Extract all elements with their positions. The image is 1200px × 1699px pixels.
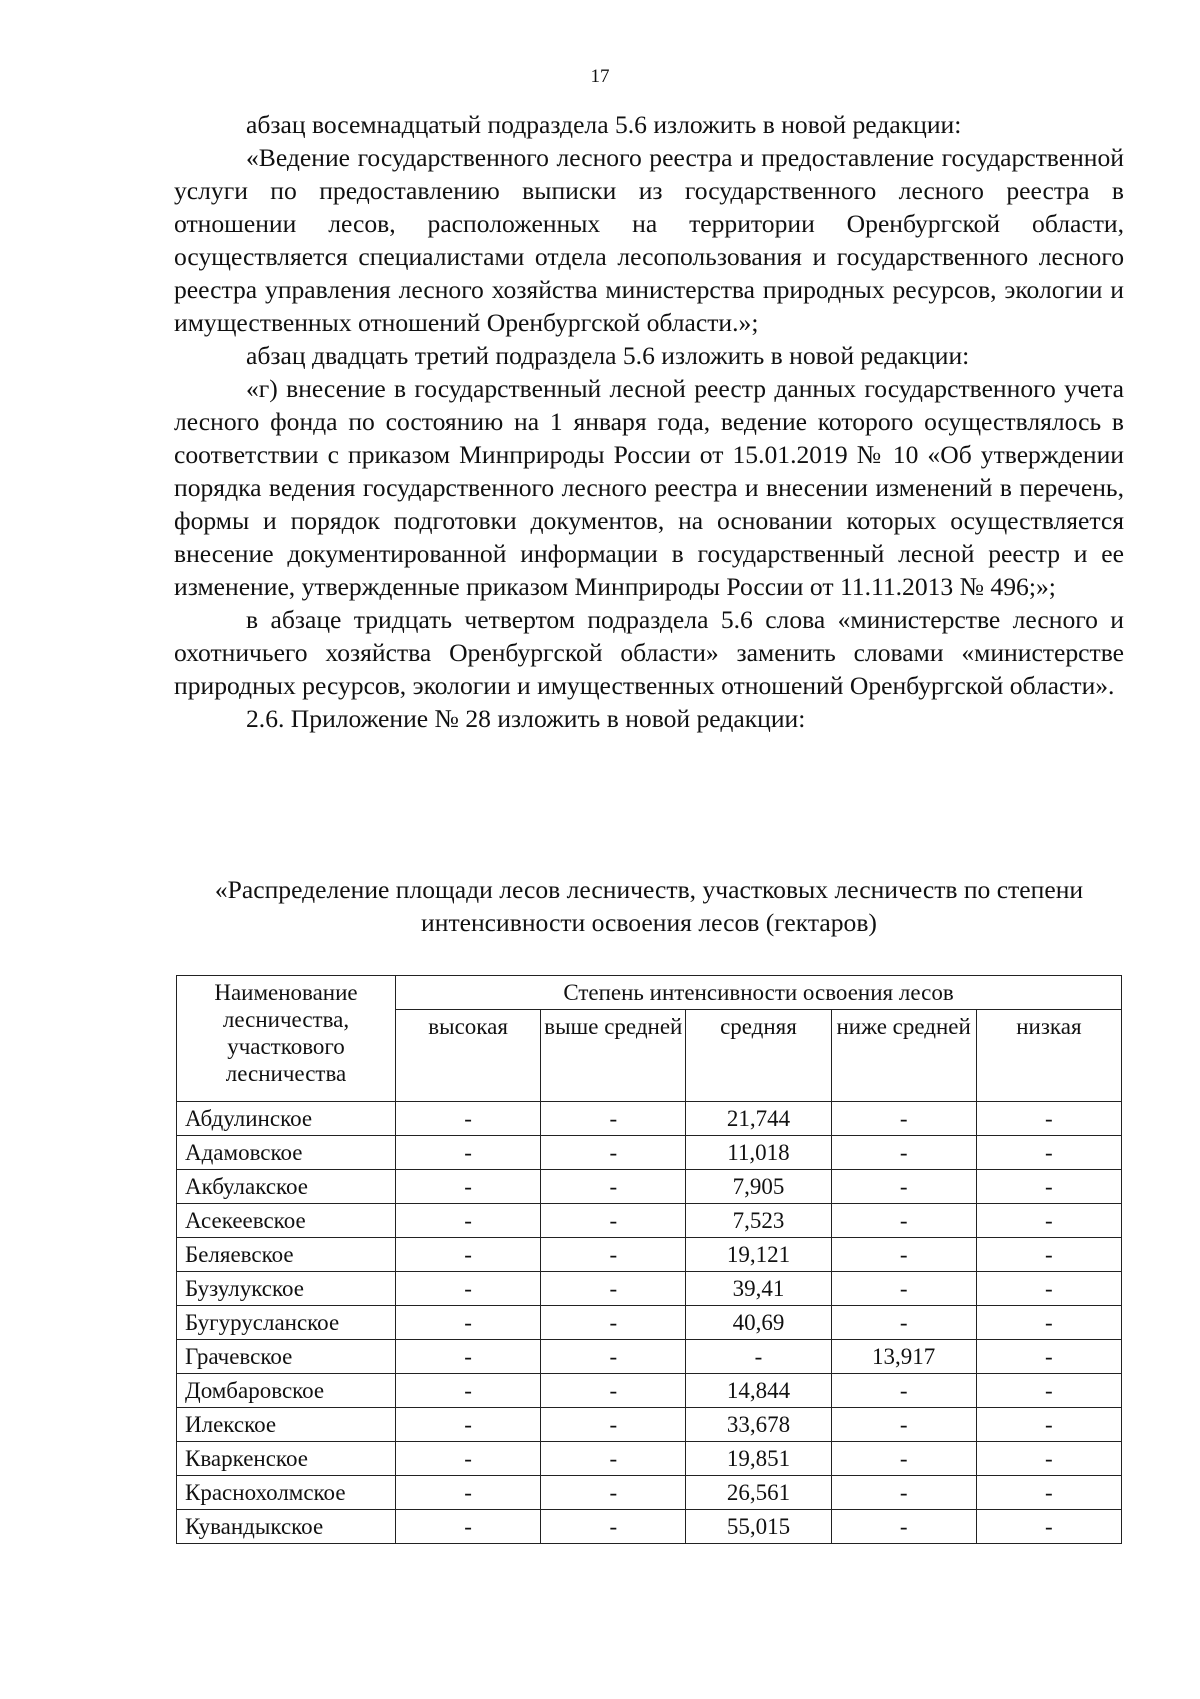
area-value-cell: -	[541, 1136, 686, 1170]
table-row	[177, 1476, 1122, 1510]
table-body	[177, 1102, 1122, 1544]
area-value-cell: -	[976, 1272, 1121, 1306]
area-value-cell: -	[831, 1408, 976, 1442]
area-value-cell: -	[541, 1510, 686, 1544]
area-value-cell: -	[396, 1204, 541, 1238]
area-value-cell: -	[396, 1408, 541, 1442]
area-value-cell: 14,844	[686, 1374, 831, 1408]
area-value-cell: -	[541, 1340, 686, 1374]
area-value-cell: -	[831, 1306, 976, 1340]
area-value-cell: -	[831, 1476, 976, 1510]
table-row	[177, 1136, 1122, 1170]
area-value-cell: -	[831, 1272, 976, 1306]
area-value-cell: 7,523	[686, 1204, 831, 1238]
area-value-cell: -	[831, 1374, 976, 1408]
table-row	[177, 1374, 1122, 1408]
table-row	[177, 1442, 1122, 1476]
area-value-cell: 40,69	[686, 1306, 831, 1340]
area-value-cell: -	[396, 1442, 541, 1476]
area-value-cell: -	[976, 1170, 1121, 1204]
area-value-cell: -	[396, 1136, 541, 1170]
area-value-cell: -	[541, 1408, 686, 1442]
area-value-cell: 19,121	[686, 1238, 831, 1272]
column-header-high: высокая	[396, 1010, 541, 1102]
area-value-cell: 19,851	[686, 1442, 831, 1476]
area-value-cell: -	[541, 1204, 686, 1238]
area-value-cell: 33,678	[686, 1408, 831, 1442]
area-value-cell: 55,015	[686, 1510, 831, 1544]
area-value-cell: 11,018	[686, 1136, 831, 1170]
area-value-cell: -	[976, 1374, 1121, 1408]
column-header-medium: средняя	[686, 1010, 831, 1102]
area-value-cell: -	[396, 1238, 541, 1272]
area-value-cell: -	[541, 1238, 686, 1272]
area-value-cell: -	[976, 1306, 1121, 1340]
table-row	[177, 1408, 1122, 1442]
column-header-below-medium: ниже средней	[831, 1010, 976, 1102]
area-value-cell: -	[976, 1136, 1121, 1170]
area-value-cell: 39,41	[686, 1272, 831, 1306]
table-row	[177, 1102, 1122, 1136]
table-row	[177, 1340, 1122, 1374]
area-value-cell: -	[976, 1102, 1121, 1136]
area-value-cell: -	[976, 1510, 1121, 1544]
area-value-cell: -	[541, 1442, 686, 1476]
area-value-cell: -	[396, 1306, 541, 1340]
forestry-name-cell: Беляевское	[177, 1238, 396, 1272]
column-header-low: низкая	[976, 1010, 1121, 1102]
forestry-name-cell: Кувандыкское	[177, 1510, 396, 1544]
area-value-cell: 26,561	[686, 1476, 831, 1510]
forestry-name-cell: Кваркенское	[177, 1442, 396, 1476]
paragraph-6: 2.6. Приложение № 28 изложить в новой редакции:	[246, 704, 806, 733]
paragraph-1: абзац восемнадцатый подраздела 5.6 изложить в новой редакции:	[246, 110, 962, 139]
paragraph-4: «г) внесение в государственный лесной реестр данных государственного учета лесного фонда по состоянию на 1 января года, ведение которого осуществлялось в соответствии с приказом Минприроды России от 15.01.2019 № 10 «Об утверждении порядка ведения государственного лесного реестра и внесении изменений в перечень, формы и порядок подготовки документов, на основании которых осуществляется внесение документированной информации в государственный лесной реестр и ее изменение, утвержденные приказом Минприроды России от 11.11.2013 № 496;»;	[174, 374, 1124, 601]
column-header-above-medium: выше средней	[541, 1010, 686, 1102]
forestry-name-cell: Адамовское	[177, 1136, 396, 1170]
area-value-cell: -	[396, 1170, 541, 1204]
table-row	[177, 1238, 1122, 1272]
name-column-header: Наименование лесничества, участкового лесничества	[177, 976, 396, 1102]
area-value-cell: -	[831, 1238, 976, 1272]
forest-intensity-table	[176, 975, 1122, 1544]
area-value-cell: -	[976, 1442, 1121, 1476]
intensity-group-header: Степень интенсивности освоения лесов	[396, 976, 1122, 1010]
area-value-cell: -	[396, 1510, 541, 1544]
area-value-cell: -	[831, 1442, 976, 1476]
area-value-cell: 21,744	[686, 1102, 831, 1136]
page-number: 17	[590, 66, 610, 87]
forestry-name-cell: Грачевское	[177, 1340, 396, 1374]
document-body	[174, 108, 1124, 735]
table-row	[177, 1306, 1122, 1340]
forestry-name-cell: Асекеевское	[177, 1204, 396, 1238]
table-row	[177, 1170, 1122, 1204]
forestry-name-cell: Краснохолмское	[177, 1476, 396, 1510]
area-value-cell: -	[976, 1340, 1121, 1374]
forestry-name-cell: Илекское	[177, 1408, 396, 1442]
area-value-cell: -	[396, 1272, 541, 1306]
area-value-cell: -	[541, 1272, 686, 1306]
area-value-cell: -	[396, 1340, 541, 1374]
table-title: «Распределение площади лесов лесничеств, участковых лесничеств по степени интенсивности освоения лесов (гектаров)	[214, 875, 1084, 937]
area-value-cell: -	[831, 1136, 976, 1170]
area-value-cell: -	[541, 1374, 686, 1408]
forestry-name-cell: Акбулакское	[177, 1170, 396, 1204]
area-value-cell: -	[831, 1102, 976, 1136]
area-value-cell: 13,917	[831, 1340, 976, 1374]
area-value-cell: -	[976, 1476, 1121, 1510]
paragraph-5: в абзаце тридцать четвертом подраздела 5.6 слова «министерстве лесного и охотничьего хозяйства Оренбургской области» заменить словами «министерстве природных ресурсов, экологии и имущественных отношений Оренбургской области».	[174, 605, 1124, 700]
area-value-cell: -	[541, 1170, 686, 1204]
area-value-cell: -	[396, 1374, 541, 1408]
area-value-cell: -	[976, 1408, 1121, 1442]
area-value-cell: -	[831, 1510, 976, 1544]
forestry-name-cell: Домбаровское	[177, 1374, 396, 1408]
area-value-cell: -	[396, 1476, 541, 1510]
table-row	[177, 1510, 1122, 1544]
area-value-cell: -	[831, 1204, 976, 1238]
area-value-cell: -	[976, 1204, 1121, 1238]
table-row	[177, 1204, 1122, 1238]
area-value-cell: 7,905	[686, 1170, 831, 1204]
paragraph-3: абзац двадцать третий подраздела 5.6 изложить в новой редакции:	[246, 341, 970, 370]
area-value-cell: -	[541, 1476, 686, 1510]
area-value-cell: -	[686, 1340, 831, 1374]
area-value-cell: -	[541, 1306, 686, 1340]
forestry-name-cell: Бузулукское	[177, 1272, 396, 1306]
area-value-cell: -	[976, 1238, 1121, 1272]
forestry-name-cell: Абдулинское	[177, 1102, 396, 1136]
area-value-cell: -	[396, 1102, 541, 1136]
area-value-cell: -	[541, 1102, 686, 1136]
forestry-name-cell: Бугурусланское	[177, 1306, 396, 1340]
paragraph-2: «Ведение государственного лесного реестра и предоставление государственной услуги по предоставлению выписки из государственного лесного реестра в отношении лесов, расположенных на территории Оренбургской области, осуществляется специалистами отдела лесопользования и государственного лесного реестра управления лесного хозяйства министерства природных ресурсов, экологии и имущественных отношений Оренбургской области.»;	[174, 143, 1124, 337]
area-value-cell: -	[831, 1170, 976, 1204]
table-row	[177, 1272, 1122, 1306]
